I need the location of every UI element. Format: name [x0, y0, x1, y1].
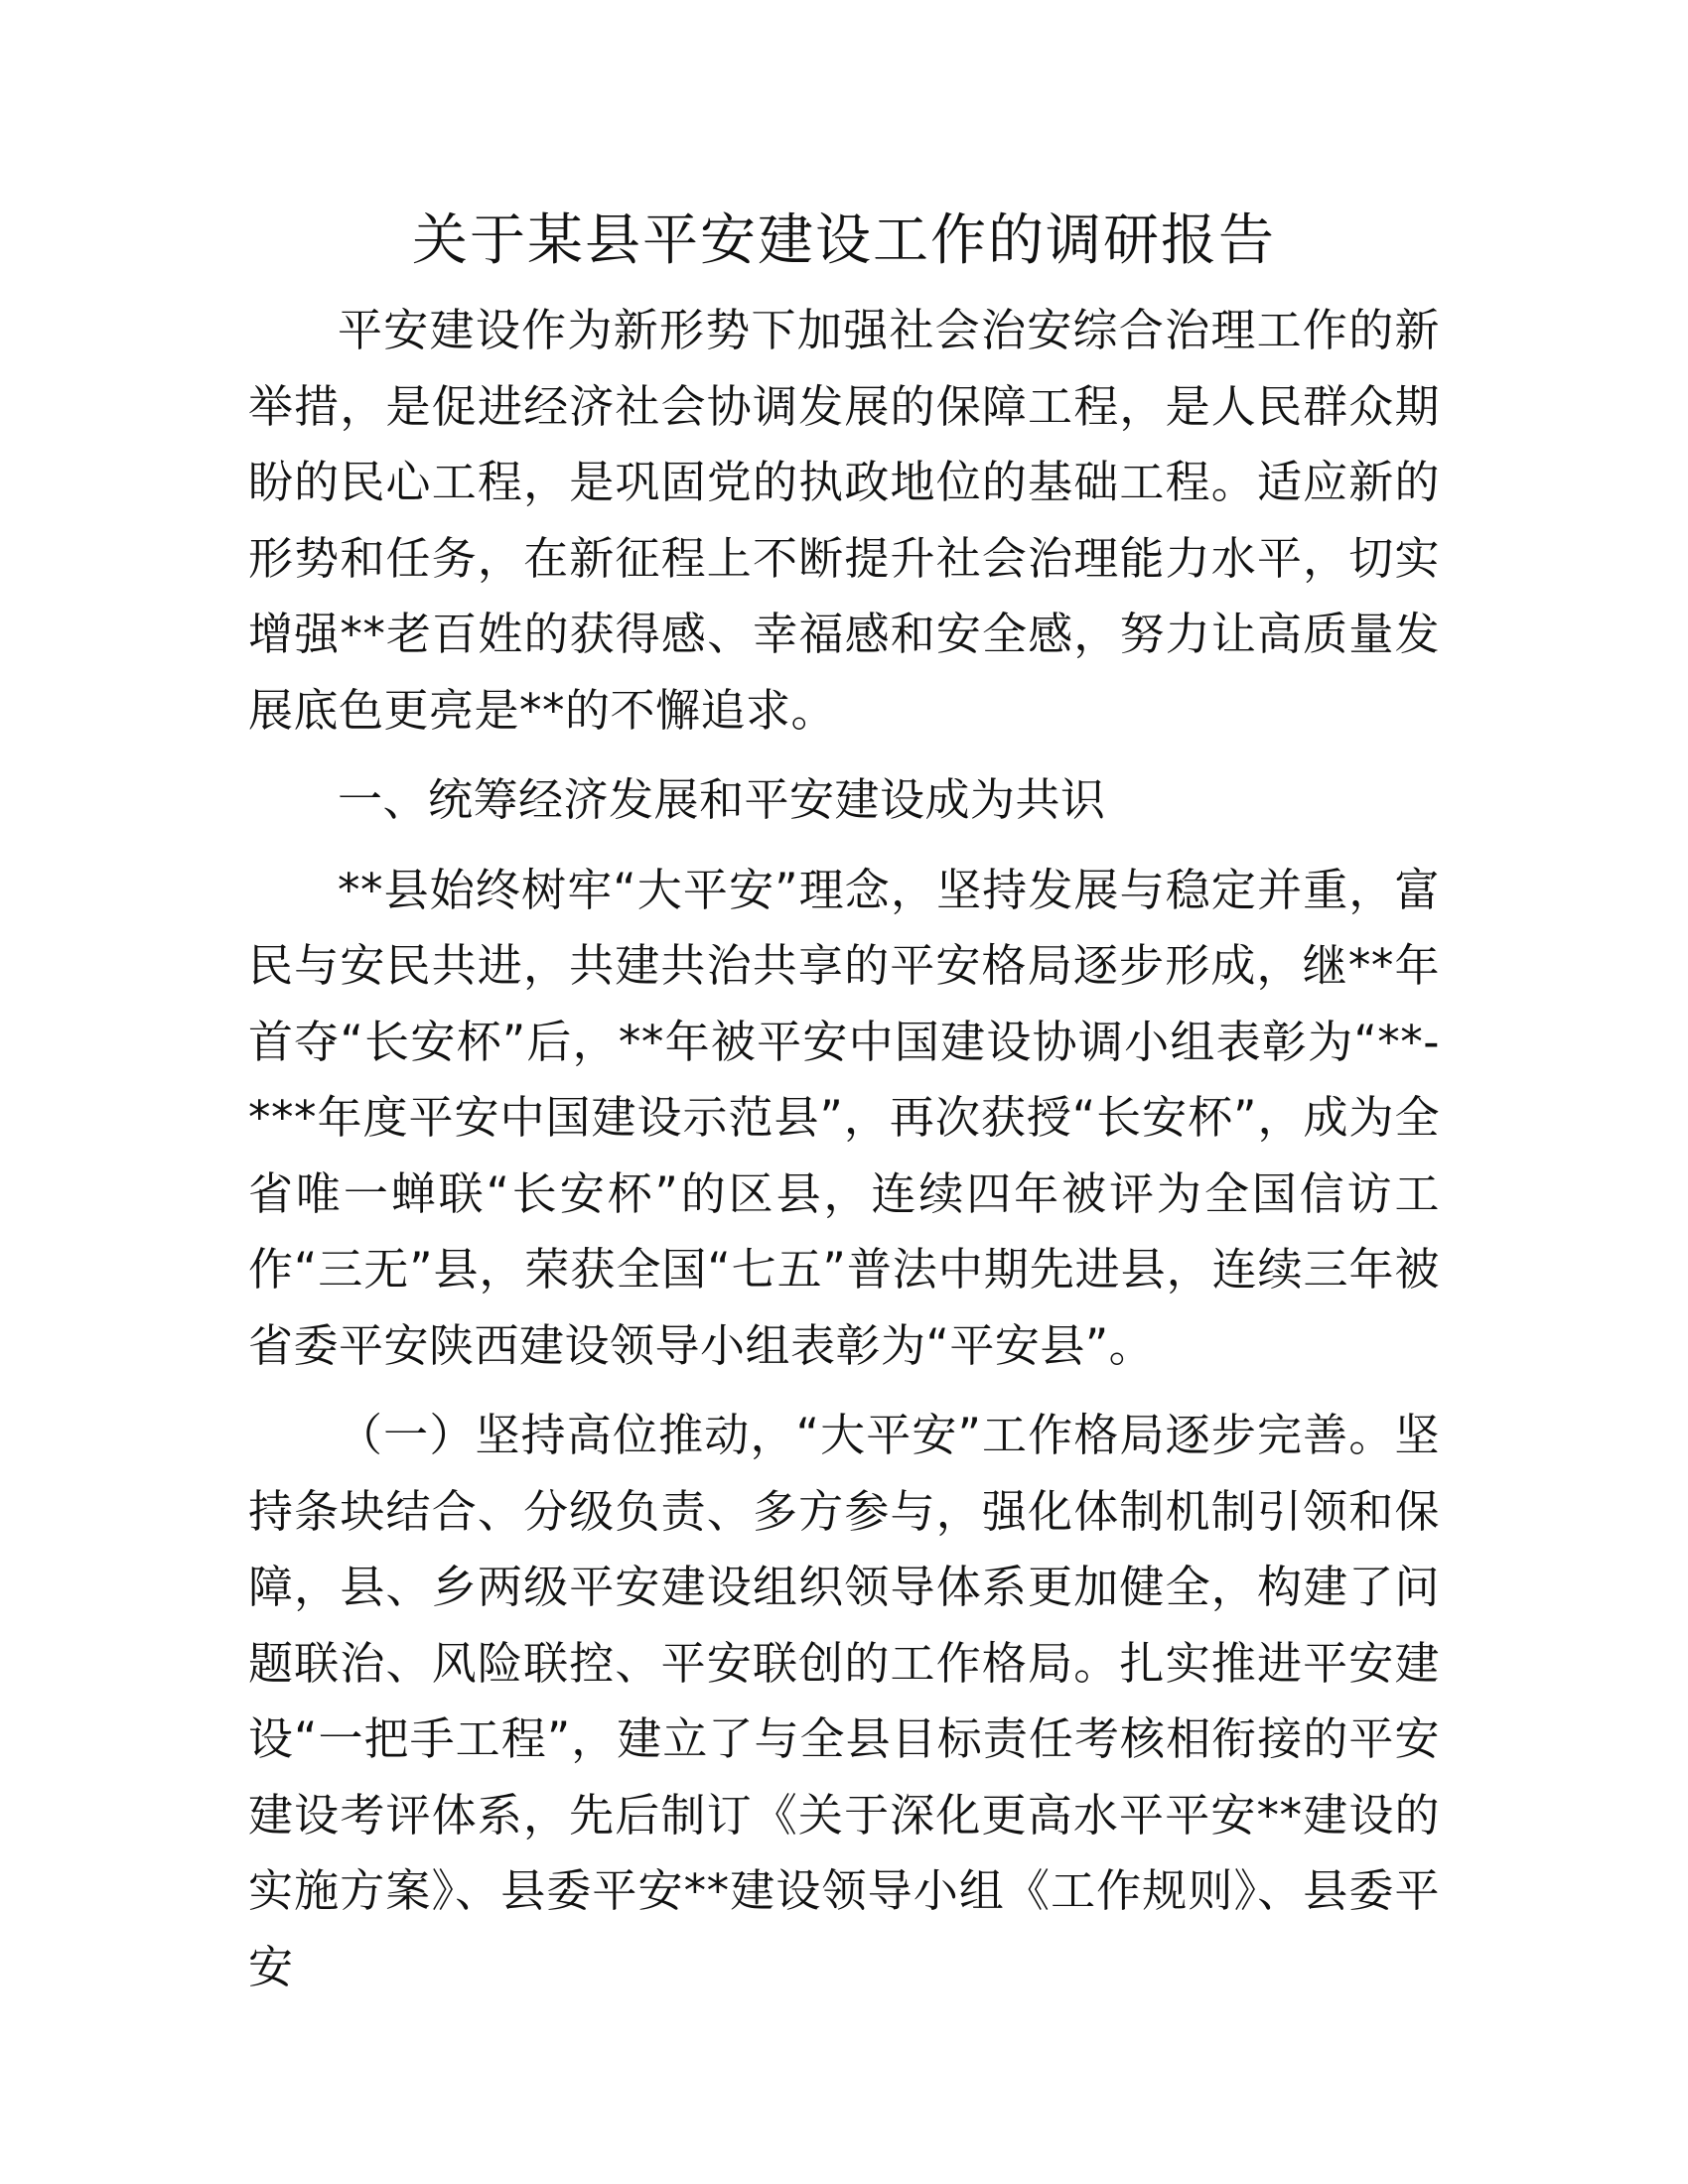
section-heading: 一、统筹经济发展和平安建设成为共识: [338, 773, 1106, 826]
subsection-paragraph: （一）坚持高位推动，“大平安”工作格局逐步完善。坚持条块结合、分级负责、多方参与，强化体制机制引领和保障，县、乡两级平安建设组织领导体系更加健全，构建了问题联治、风险联控、平安联创的工作格局。扎实推进平安建设“一把手工程”，建立了与全县目标责任考核相衔接的平安建设考评体系，先后制订《关于深化更高水平平安**建设的实施方案》、县委平安**建设领导小组《工作规则》、县委平安: [248, 1409, 1440, 1993]
document-title: 关于某县平安建设工作的调研报告: [412, 208, 1276, 273]
document-body: [248, 204, 1440, 2005]
achievements-paragraph: **县始终树牢“大平安”理念，坚持发展与稳定并重，富民与安民共进，共建共治共享的平安格局逐步形成，继**年首夺“长安杯”后，**年被平安中国建设协调小组表彰为“**-***年度平安中国建设示范县”，再次获授“长安杯”，成为全省唯一蝉联“长安杯”的区县，连续四年被评为全国信访工作“三无”县，荣获全国“七五”普法中期先进县，连续三年被省委平安陕西建设领导小组表彰为“平安县”。: [248, 863, 1440, 1372]
intro-paragraph: 平安建设作为新形势下加强社会治安综合治理工作的新举措，是促进经济社会协调发展的保障工程，是人民群众期盼的民心工程，是巩固党的执政地位的基础工程。适应新的形势和任务，在新征程上不断提升社会治理能力水平，切实增强**老百姓的获得感、幸福感和安全感，努力让高质量发展底色更亮是**的不懈追求。: [248, 304, 1440, 737]
